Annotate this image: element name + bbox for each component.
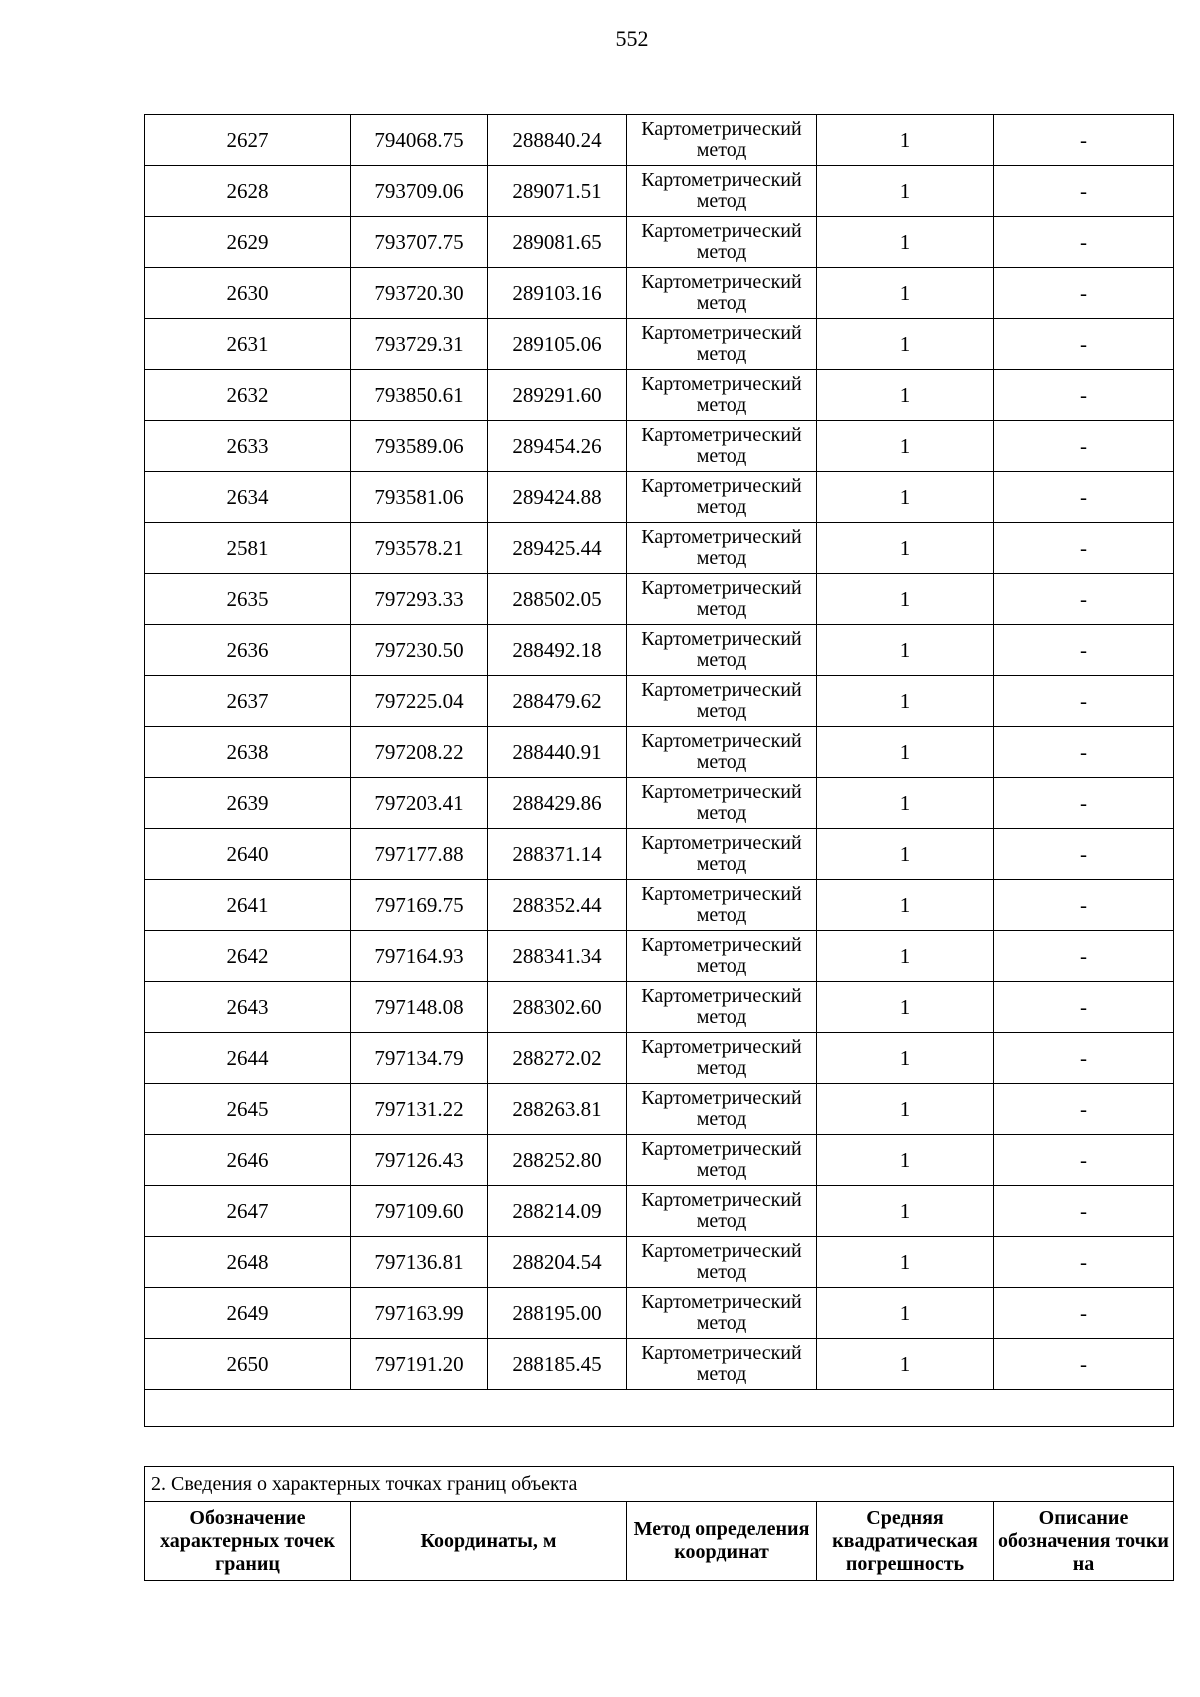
cell-y-coordinate: 288840.24 [488,115,627,166]
cell-method: Картометрический метод [627,625,817,676]
cell-y-coordinate: 288492.18 [488,625,627,676]
cell-point: 2646 [145,1135,351,1186]
cell-x-coordinate: 793709.06 [351,166,488,217]
cell-point: 2630 [145,268,351,319]
cell-y-coordinate: 289425.44 [488,523,627,574]
table-row [145,574,1174,625]
cell-x-coordinate: 794068.75 [351,115,488,166]
cell-x-coordinate: 797136.81 [351,1237,488,1288]
cell-y-coordinate: 288204.54 [488,1237,627,1288]
table-row [145,880,1174,931]
cell-method: Картометрический метод [627,217,817,268]
cell-error: 1 [817,829,994,880]
cell-method: Картометрический метод [627,268,817,319]
cell-x-coordinate: 797293.33 [351,574,488,625]
table-row [145,982,1174,1033]
cell-x-coordinate: 793729.31 [351,319,488,370]
cell-y-coordinate: 289103.16 [488,268,627,319]
cell-description: - [994,676,1174,727]
cell-point: 2633 [145,421,351,472]
cell-method: Картометрический метод [627,1288,817,1339]
cell-method: Картометрический метод [627,115,817,166]
cell-description: - [994,319,1174,370]
cell-point: 2628 [145,166,351,217]
cell-point: 2644 [145,1033,351,1084]
cell-error: 1 [817,1339,994,1390]
cell-y-coordinate: 288185.45 [488,1339,627,1390]
table-row [145,1033,1174,1084]
cell-description: - [994,523,1174,574]
cell-method: Картометрический метод [627,1135,817,1186]
cell-description: - [994,1135,1174,1186]
cell-x-coordinate: 797203.41 [351,778,488,829]
cell-method: Картометрический метод [627,523,817,574]
cell-method: Картометрический метод [627,778,817,829]
cell-method: Картометрический метод [627,574,817,625]
cell-x-coordinate: 797131.22 [351,1084,488,1135]
cell-error: 1 [817,880,994,931]
table-row [145,778,1174,829]
header-method: Метод определения координат [627,1502,817,1581]
cell-description: - [994,166,1174,217]
table-row [145,421,1174,472]
header-point-description: Описание обозначения точки на [994,1502,1174,1581]
table-row [145,319,1174,370]
cell-method: Картометрический метод [627,1084,817,1135]
cell-error: 1 [817,472,994,523]
cell-error: 1 [817,1186,994,1237]
boundary-points-body [145,115,1174,1427]
cell-error: 1 [817,115,994,166]
cell-x-coordinate: 797225.04 [351,676,488,727]
cell-x-coordinate: 797191.20 [351,1339,488,1390]
cell-point: 2649 [145,1288,351,1339]
cell-y-coordinate: 288502.05 [488,574,627,625]
cell-y-coordinate: 288479.62 [488,676,627,727]
cell-y-coordinate: 289291.60 [488,370,627,421]
boundary-points-table [144,114,1174,1427]
cell-y-coordinate: 289071.51 [488,166,627,217]
cell-method: Картометрический метод [627,931,817,982]
cell-error: 1 [817,778,994,829]
section-title: 2. Сведения о характерных точках границ объекта [145,1467,1174,1502]
cell-x-coordinate: 793578.21 [351,523,488,574]
cell-point: 2650 [145,1339,351,1390]
cell-description: - [994,1339,1174,1390]
cell-y-coordinate: 289105.06 [488,319,627,370]
section-title-row [145,1467,1174,1502]
cell-error: 1 [817,574,994,625]
cell-error: 1 [817,166,994,217]
cell-method: Картометрический метод [627,370,817,421]
cell-point: 2647 [145,1186,351,1237]
cell-y-coordinate: 289081.65 [488,217,627,268]
table-row [145,931,1174,982]
section-header-row [145,1502,1174,1581]
cell-error: 1 [817,268,994,319]
cell-x-coordinate: 793707.75 [351,217,488,268]
cell-method: Картометрический метод [627,676,817,727]
cell-error: 1 [817,727,994,778]
cell-error: 1 [817,676,994,727]
cell-point: 2632 [145,370,351,421]
cell-point: 2627 [145,115,351,166]
cell-method: Картометрический метод [627,421,817,472]
cell-method: Картометрический метод [627,472,817,523]
cell-method: Картометрический метод [627,829,817,880]
cell-x-coordinate: 793581.06 [351,472,488,523]
cell-point: 2639 [145,778,351,829]
cell-point: 2629 [145,217,351,268]
cell-point: 2645 [145,1084,351,1135]
cell-x-coordinate: 793720.30 [351,268,488,319]
table-row [145,217,1174,268]
table-row [145,1135,1174,1186]
cell-error: 1 [817,523,994,574]
cell-description: - [994,1033,1174,1084]
cell-y-coordinate: 288302.60 [488,982,627,1033]
cell-x-coordinate: 793589.06 [351,421,488,472]
cell-point: 2642 [145,931,351,982]
table-row [145,166,1174,217]
section-2-table [144,1466,1174,1581]
cell-description: - [994,880,1174,931]
cell-description: - [994,1084,1174,1135]
cell-y-coordinate: 288352.44 [488,880,627,931]
cell-x-coordinate: 797134.79 [351,1033,488,1084]
cell-description: - [994,1186,1174,1237]
cell-y-coordinate: 288272.02 [488,1033,627,1084]
cell-error: 1 [817,217,994,268]
cell-error: 1 [817,1288,994,1339]
cell-description: - [994,268,1174,319]
table-row [145,1084,1174,1135]
cell-method: Картометрический метод [627,166,817,217]
table-row [145,472,1174,523]
cell-description: - [994,217,1174,268]
cell-x-coordinate: 793850.61 [351,370,488,421]
cell-method: Картометрический метод [627,319,817,370]
table-row [145,676,1174,727]
cell-y-coordinate: 288195.00 [488,1288,627,1339]
empty-row [145,1390,1174,1427]
cell-y-coordinate: 288440.91 [488,727,627,778]
header-point-designation: Обозначение характерных точек границ [145,1502,351,1581]
header-mean-square-error: Средняя квадратическая погрешность [817,1502,994,1581]
cell-y-coordinate: 288252.80 [488,1135,627,1186]
cell-method: Картометрический метод [627,727,817,778]
cell-x-coordinate: 797164.93 [351,931,488,982]
table-row [145,115,1174,166]
cell-y-coordinate: 289454.26 [488,421,627,472]
cell-description: - [994,625,1174,676]
table-row [145,1237,1174,1288]
cell-error: 1 [817,931,994,982]
table-row [145,370,1174,421]
table-row [145,1186,1174,1237]
cell-error: 1 [817,1237,994,1288]
cell-method: Картометрический метод [627,1237,817,1288]
cell-description: - [994,1237,1174,1288]
cell-point: 2636 [145,625,351,676]
cell-point: 2637 [145,676,351,727]
table-row [145,1339,1174,1390]
cell-method: Картометрический метод [627,880,817,931]
empty-cell [145,1390,1174,1427]
cell-error: 1 [817,319,994,370]
cell-point: 2638 [145,727,351,778]
cell-y-coordinate: 288371.14 [488,829,627,880]
cell-method: Картометрический метод [627,1033,817,1084]
cell-description: - [994,115,1174,166]
cell-x-coordinate: 797177.88 [351,829,488,880]
cell-y-coordinate: 289424.88 [488,472,627,523]
cell-error: 1 [817,982,994,1033]
cell-y-coordinate: 288214.09 [488,1186,627,1237]
cell-point: 2635 [145,574,351,625]
cell-description: - [994,421,1174,472]
cell-point: 2643 [145,982,351,1033]
cell-y-coordinate: 288429.86 [488,778,627,829]
cell-error: 1 [817,1084,994,1135]
table-row [145,268,1174,319]
cell-error: 1 [817,1033,994,1084]
cell-error: 1 [817,1135,994,1186]
cell-description: - [994,778,1174,829]
table-row [145,523,1174,574]
table-row [145,727,1174,778]
cell-x-coordinate: 797163.99 [351,1288,488,1339]
cell-description: - [994,472,1174,523]
cell-description: - [994,931,1174,982]
cell-point: 2631 [145,319,351,370]
cell-y-coordinate: 288263.81 [488,1084,627,1135]
table-row [145,625,1174,676]
cell-description: - [994,574,1174,625]
cell-method: Картометрический метод [627,1339,817,1390]
cell-point: 2634 [145,472,351,523]
cell-description: - [994,727,1174,778]
cell-y-coordinate: 288341.34 [488,931,627,982]
cell-method: Картометрический метод [627,1186,817,1237]
cell-point: 2641 [145,880,351,931]
cell-x-coordinate: 797208.22 [351,727,488,778]
cell-description: - [994,1288,1174,1339]
cell-x-coordinate: 797126.43 [351,1135,488,1186]
cell-point: 2648 [145,1237,351,1288]
header-coordinates: Координаты, м [351,1502,627,1581]
table-row [145,829,1174,880]
cell-description: - [994,829,1174,880]
cell-x-coordinate: 797148.08 [351,982,488,1033]
cell-x-coordinate: 797230.50 [351,625,488,676]
cell-description: - [994,370,1174,421]
cell-description: - [994,982,1174,1033]
table-row [145,1288,1174,1339]
cell-method: Картометрический метод [627,982,817,1033]
cell-error: 1 [817,421,994,472]
page-number: 552 [615,26,649,51]
cell-x-coordinate: 797109.60 [351,1186,488,1237]
cell-x-coordinate: 797169.75 [351,880,488,931]
cell-point: 2581 [145,523,351,574]
cell-error: 1 [817,370,994,421]
cell-error: 1 [817,625,994,676]
cell-point: 2640 [145,829,351,880]
